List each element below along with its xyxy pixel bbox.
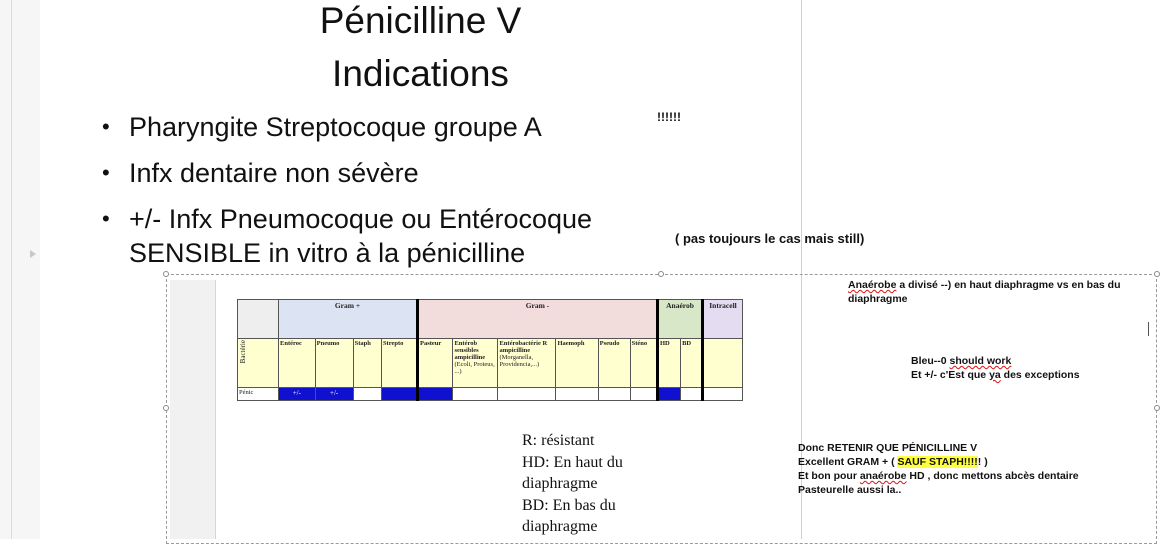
col-steno: Sténo <box>630 339 657 388</box>
legend-line: R: résistant <box>522 432 595 449</box>
col-pneumo: Pneumo <box>315 339 353 388</box>
legend-line: HD: En haut du diaphragme <box>522 453 623 492</box>
group-header-gram-pos: Gram + <box>279 300 418 339</box>
col-haemoph: Haemoph <box>556 339 598 388</box>
group-header-intracell: Intracell <box>703 300 743 339</box>
cell-penic-hd <box>658 388 681 401</box>
donc-retenir-note[interactable]: Donc RETENIR QUE PÉNICILLINE V Excellent GRAM + ( SAUF STAPH!!!!! ) Et bon pour anaérobe HD , donc mettons abcès dentaire Pasteurelle aussi la.. <box>798 442 1079 496</box>
cell-penic-pneumo: +/- <box>315 388 353 401</box>
cell-penic-pasteur <box>418 388 453 401</box>
editor-left-gutter <box>0 0 41 539</box>
cell-penic-pseudo <box>598 388 630 401</box>
col-strepto: Strepto <box>381 339 417 388</box>
col-hd: HD <box>658 339 681 388</box>
resize-handle[interactable] <box>658 271 664 277</box>
cell-penic-enterob-sens <box>453 388 498 401</box>
col-pasteur: Pasteur <box>418 339 453 388</box>
cell-penic-enterob-r <box>498 388 556 401</box>
row-label-bacterie: Bactérie <box>238 339 279 388</box>
legend-text <box>522 430 662 538</box>
legend-line: BD: En bas du diaphragme <box>522 496 616 535</box>
resize-handle[interactable] <box>163 271 169 277</box>
group-header-anaerob: Anaérob <box>658 300 703 339</box>
col-intracell <box>703 339 743 388</box>
slide-title-line1: Pénicilline V <box>319 0 522 41</box>
resize-handle[interactable] <box>163 405 169 411</box>
slide-title-line2: Indications <box>332 53 509 94</box>
exclamation-note[interactable]: !!!!!! <box>657 110 681 124</box>
text-cursor <box>1148 322 1149 336</box>
bullet-item[interactable]: • +/- Infx Pneumocoque ou Entérocoque SENSIBLE in vitro à la pénicilline <box>102 202 689 270</box>
cell-penic-bd <box>681 388 703 401</box>
bullet-list[interactable] <box>102 110 689 282</box>
bullet-item[interactable]: • Infx dentaire non sévère <box>102 156 689 190</box>
resize-handle[interactable] <box>1154 271 1160 277</box>
col-enterob-r: Entérobactérie R ampicilline (Morganella, Providencia,...) <box>498 339 556 388</box>
col-pseudo: Pseudo <box>598 339 630 388</box>
cell-penic-enteroc: +/- <box>279 388 316 401</box>
cell-penic-steno <box>630 388 657 401</box>
col-enterob-sens: Entérob sensibles ampicilline (Ecoli, Proteus, ...) <box>453 339 498 388</box>
bullet-item[interactable]: • Pharyngite Streptocoque groupe A <box>102 110 689 144</box>
col-enteroc: Entéroc <box>279 339 316 388</box>
gutter-line <box>11 0 12 539</box>
table-corner <box>238 300 279 339</box>
cell-penic-haemoph <box>556 388 598 401</box>
row-label-penic: Pénic <box>238 388 279 401</box>
col-bd: BD <box>681 339 703 388</box>
cell-penic-intracell <box>703 388 743 401</box>
collapse-arrow-icon[interactable] <box>30 250 36 258</box>
resize-handle[interactable] <box>1154 405 1160 411</box>
cell-penic-strepto <box>381 388 417 401</box>
pas-toujours-note[interactable]: ( pas toujours le cas mais still) <box>675 231 865 246</box>
anaerobe-note[interactable]: Anaérobe a divisé --) en haut diaphragme vs en bas du diaphragme <box>848 279 1121 305</box>
bleu-note[interactable]: Bleu--0 should work Et +/- c'Est que ya des exceptions <box>911 355 1080 381</box>
image-left-strip <box>170 280 216 539</box>
col-staph: Staph <box>353 339 381 388</box>
antibiotic-spectrum-table <box>237 299 743 401</box>
group-header-gram-neg: Gram - <box>418 300 658 339</box>
cell-penic-staph <box>353 388 381 401</box>
